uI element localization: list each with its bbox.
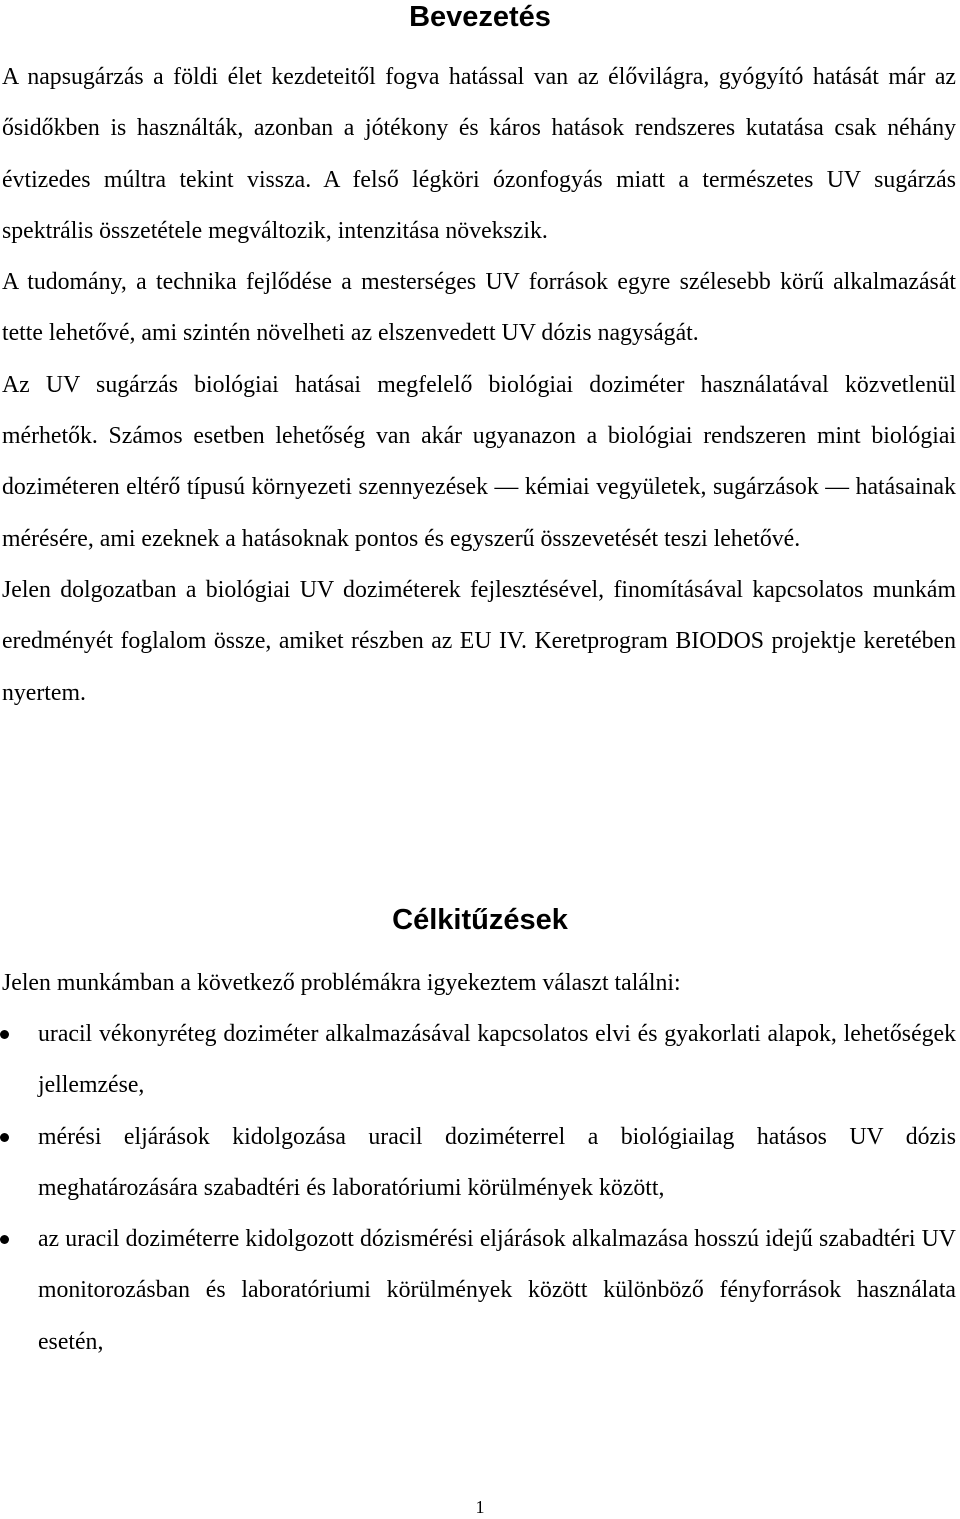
intro-section bbox=[2, 52, 956, 719]
goals-list bbox=[0, 1009, 956, 1368]
page-number: 1 bbox=[475, 1497, 485, 1517]
intro-paragraph-2: A tudomány, a technika fejlődése a mesterséges UV források egyre szélesebb körű alkalmazását tette lehetővé, ami szintén növelheti az elszenvedett UV dózis nagyságát. bbox=[2, 269, 956, 347]
bullet-icon bbox=[0, 1235, 9, 1244]
list-item-text: az uracil doziméterre kidolgozott dózismérési eljárások alkalmazása hosszú idejű szabadtéri UV monitorozásban és laboratóriumi körülmények között különböző fényforrások használata esetén, bbox=[38, 1226, 956, 1355]
section-title-intro: Bevezetés bbox=[409, 1, 551, 33]
section-title-goals: Célkitűzések bbox=[392, 904, 568, 936]
bullet-icon bbox=[0, 1030, 9, 1039]
bullet-icon bbox=[0, 1133, 9, 1142]
list-item bbox=[0, 1009, 956, 1112]
list-item bbox=[0, 1112, 956, 1215]
goals-lead-text: Jelen munkámban a következő problémákra igyekeztem választ találni: bbox=[2, 970, 681, 996]
intro-paragraph-3: Az UV sugárzás biológiai hatásai megfelelő biológiai doziméter használatával közvetlenül mérhetők. Számos esetben lehetőség van akár ugyanazon a biológiai rendszeren mint biológiai doziméteren eltérő típusú környezeti szennyezések — kémiai vegyületek, sugárzások — hatásainak mérésére, ami ezeknek a hatásoknak pontos és egyszerű összevetését teszi lehetővé. bbox=[2, 371, 956, 552]
intro-paragraph-4: Jelen dolgozatban a biológiai UV doziméterek fejlesztésével, finomításával kapcsolatos munkám eredményét foglalom össze, amiket részben az EU IV. Keretprogram BIODOS projektje keretében nyertem. bbox=[2, 576, 956, 706]
intro-paragraph-1: A napsugárzás a földi élet kezdeteitől fogva hatással van az élővilágra, gyógyító hatását már az ősidőkben is használták, azonban a jótékony és káros hatások rendszeres kutatása csak néhány évtizedes múltra tekint vissza. A felső légköri ózonfogyás miatt a természetes UV sugárzás spektrális összetétele megváltozik, intenzitása növekszik. bbox=[2, 64, 956, 244]
list-item-text: mérési eljárások kidolgozása uracil doziméterrel a biológiailag hatásos UV dózis meghatározására szabadtéri és laboratóriumi körülmények között, bbox=[38, 1123, 956, 1201]
list-item-text: uracil vékonyréteg doziméter alkalmazásával kapcsolatos elvi és gyakorlati alapok, lehetőségek jellemzése, bbox=[38, 1021, 956, 1099]
list-item bbox=[0, 1214, 956, 1368]
